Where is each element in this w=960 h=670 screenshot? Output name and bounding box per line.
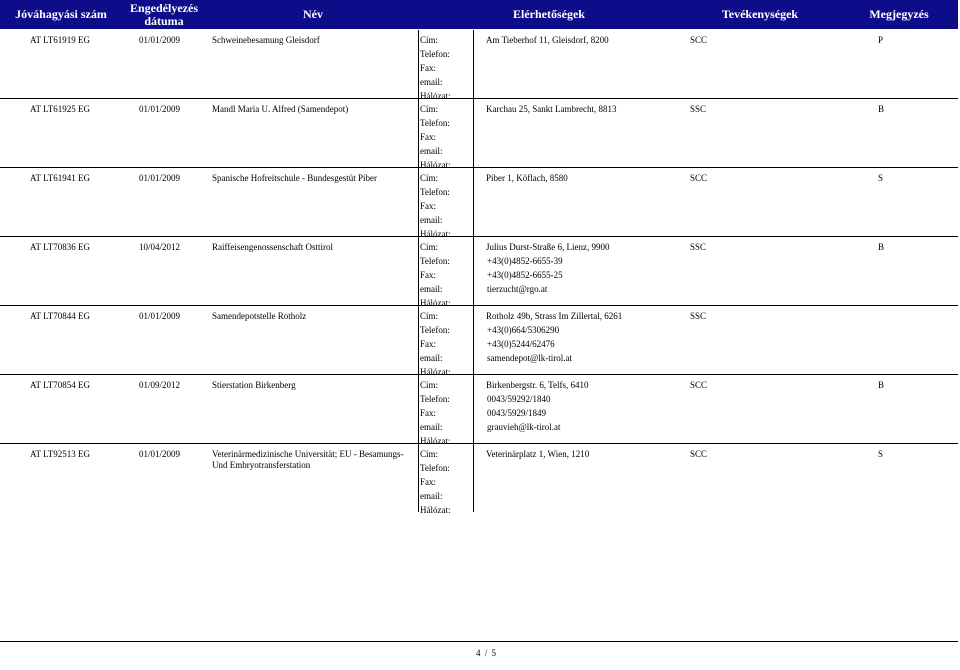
contact-label-network: Hálózat: bbox=[420, 91, 451, 101]
approval-number: AT LT70844 EG bbox=[30, 311, 91, 321]
contact-address: Julius Durst-Straße 6, Lienz, 9900 bbox=[486, 242, 610, 252]
table-row bbox=[0, 444, 958, 515]
contact-label-email: email: bbox=[420, 215, 443, 225]
table-row bbox=[0, 375, 958, 444]
activity-code: SSC bbox=[690, 242, 707, 252]
column-header-notes: Megjegyzés bbox=[869, 7, 929, 21]
approval-date: 01/01/2009 bbox=[139, 173, 181, 183]
contact-email: tierzucht@rgo.at bbox=[487, 284, 548, 294]
approval-number: AT LT70836 EG bbox=[30, 242, 91, 252]
contact-label-address: Cím: bbox=[420, 380, 439, 390]
table-row bbox=[0, 306, 958, 375]
note-code: B bbox=[878, 242, 885, 252]
contact-labels bbox=[418, 168, 474, 239]
establishment-name: Samendepotstelle Rotholz bbox=[212, 311, 307, 321]
approval-number: AT LT61941 EG bbox=[30, 173, 91, 183]
contact-label-address: Cím: bbox=[420, 104, 439, 114]
contact-label-fax: Fax: bbox=[420, 270, 437, 280]
contact-fax: +43(0)4852-6655-25 bbox=[487, 270, 563, 280]
note-code: B bbox=[878, 380, 885, 390]
approval-date: 01/09/2012 bbox=[139, 380, 181, 390]
contact-label-fax: Fax: bbox=[420, 63, 437, 73]
approval-number: AT LT92513 EG bbox=[30, 449, 91, 459]
activity-code: SCC bbox=[690, 35, 708, 45]
contact-label-fax: Fax: bbox=[420, 408, 437, 418]
column-header-name: Név bbox=[303, 7, 323, 21]
contact-phone: +43(0)4852-6655-39 bbox=[487, 256, 563, 266]
page-number bbox=[476, 648, 497, 658]
table-row bbox=[0, 168, 958, 237]
page-separator: / bbox=[484, 648, 489, 658]
contact-address: Veterinärplatz 1, Wien, 1210 bbox=[486, 449, 590, 459]
contact-email: samendepot@lk-tirol.at bbox=[487, 353, 573, 363]
contact-phone: +43(0)664/5306290 bbox=[487, 325, 560, 335]
contact-label-phone: Telefon: bbox=[420, 394, 450, 404]
table-row bbox=[0, 30, 958, 99]
contact-address: Karchau 25, Sankt Lambrecht, 8813 bbox=[486, 104, 617, 114]
contact-labels bbox=[418, 99, 474, 170]
activity-code: SCC bbox=[690, 173, 708, 183]
contact-label-fax: Fax: bbox=[420, 477, 437, 487]
contact-labels bbox=[418, 375, 474, 446]
activity-code: SSC bbox=[690, 311, 707, 321]
contact-label-email: email: bbox=[420, 491, 443, 501]
contact-label-fax: Fax: bbox=[420, 132, 437, 142]
approval-date: 01/01/2009 bbox=[139, 311, 181, 321]
contact-labels bbox=[418, 444, 474, 515]
column-header-contacts: Elérhetőségek bbox=[513, 7, 585, 21]
approval-date: 10/04/2012 bbox=[139, 242, 181, 252]
contact-label-address: Cím: bbox=[420, 449, 439, 459]
column-header-date: Engedélyezés dátuma bbox=[130, 0, 198, 28]
establishment-name: Veterinärmedizinische Universität; EU - Besamungs- Und Embryotransferstation bbox=[212, 449, 404, 470]
contact-label-fax: Fax: bbox=[420, 339, 437, 349]
approval-number: AT LT61925 EG bbox=[30, 104, 91, 114]
contact-address: Birkenbergstr. 6, Telfs, 6410 bbox=[486, 380, 589, 390]
establishment-name: Raiffeisengenossenschaft Osttirol bbox=[212, 242, 334, 252]
contact-label-fax: Fax: bbox=[420, 201, 437, 211]
contact-label-network: Hálózat: bbox=[420, 298, 451, 308]
column-header-approval: Jóváhagyási szám bbox=[15, 7, 107, 21]
contact-labels bbox=[418, 237, 474, 308]
contact-label-phone: Telefon: bbox=[420, 325, 450, 335]
establishment-name: Spanische Hofreitschule - Bundesgestüt Piber bbox=[212, 173, 377, 183]
establishment-name: Schweinebesamung Gleisdorf bbox=[212, 35, 320, 45]
table-row bbox=[0, 99, 958, 168]
activity-code: SSC bbox=[690, 104, 707, 114]
note-code: S bbox=[878, 173, 884, 183]
table-header bbox=[0, 0, 958, 29]
contact-email: grauvieh@lk-tirol.at bbox=[487, 422, 561, 432]
total-pages: 5 bbox=[491, 648, 498, 658]
contact-address: Am Tieberhof 11, Gleisdorf, 8200 bbox=[486, 35, 609, 45]
contact-label-network: Hálózat: bbox=[420, 367, 451, 377]
approval-number: AT LT61919 EG bbox=[30, 35, 91, 45]
contact-label-address: Cím: bbox=[420, 311, 439, 321]
activity-code: SCC bbox=[690, 449, 708, 459]
contact-label-phone: Telefon: bbox=[420, 49, 450, 59]
approval-date: 01/01/2009 bbox=[139, 449, 181, 459]
contact-phone: 0043/59292/1840 bbox=[487, 394, 551, 404]
contact-label-email: email: bbox=[420, 77, 443, 87]
activity-code: SCC bbox=[690, 380, 708, 390]
table-row bbox=[0, 237, 958, 306]
approval-number: AT LT70854 EG bbox=[30, 380, 91, 390]
contact-label-email: email: bbox=[420, 422, 443, 432]
contact-label-address: Cím: bbox=[420, 242, 439, 252]
contact-fax: 0043/5929/1849 bbox=[487, 408, 547, 418]
contact-label-email: email: bbox=[420, 284, 443, 294]
note-code: P bbox=[878, 35, 884, 45]
contact-label-phone: Telefon: bbox=[420, 256, 450, 266]
establishment-name: Stierstation Birkenberg bbox=[212, 380, 296, 390]
contact-address: Piber 1, Köflach, 8580 bbox=[486, 173, 568, 183]
contact-address: Rotholz 49b, Strass Im Zillertal, 6261 bbox=[486, 311, 623, 321]
establishment-name: Mandl Maria U. Alfred (Samendepot) bbox=[212, 104, 349, 114]
contact-label-phone: Telefon: bbox=[420, 463, 450, 473]
contact-label-network: Hálózat: bbox=[420, 436, 451, 446]
contact-label-address: Cím: bbox=[420, 35, 439, 45]
contact-label-network: Hálózat: bbox=[420, 505, 451, 515]
contact-label-address: Cím: bbox=[420, 173, 439, 183]
contact-label-email: email: bbox=[420, 353, 443, 363]
note-code: S bbox=[878, 449, 884, 459]
contact-labels bbox=[418, 306, 474, 377]
contact-labels bbox=[418, 30, 474, 101]
contact-label-phone: Telefon: bbox=[420, 118, 450, 128]
column-header-activities: Tevékenységek bbox=[721, 7, 799, 21]
contact-label-phone: Telefon: bbox=[420, 187, 450, 197]
contact-label-email: email: bbox=[420, 146, 443, 156]
approval-date: 01/01/2009 bbox=[139, 35, 181, 45]
contact-fax: +43(0)5244/62476 bbox=[487, 339, 555, 349]
current-page: 4 bbox=[476, 648, 482, 658]
note-code: B bbox=[878, 104, 885, 114]
approval-date: 01/01/2009 bbox=[139, 104, 181, 114]
contact-label-network: Hálózat: bbox=[420, 229, 451, 239]
contact-label-network: Hálózat: bbox=[420, 160, 451, 170]
